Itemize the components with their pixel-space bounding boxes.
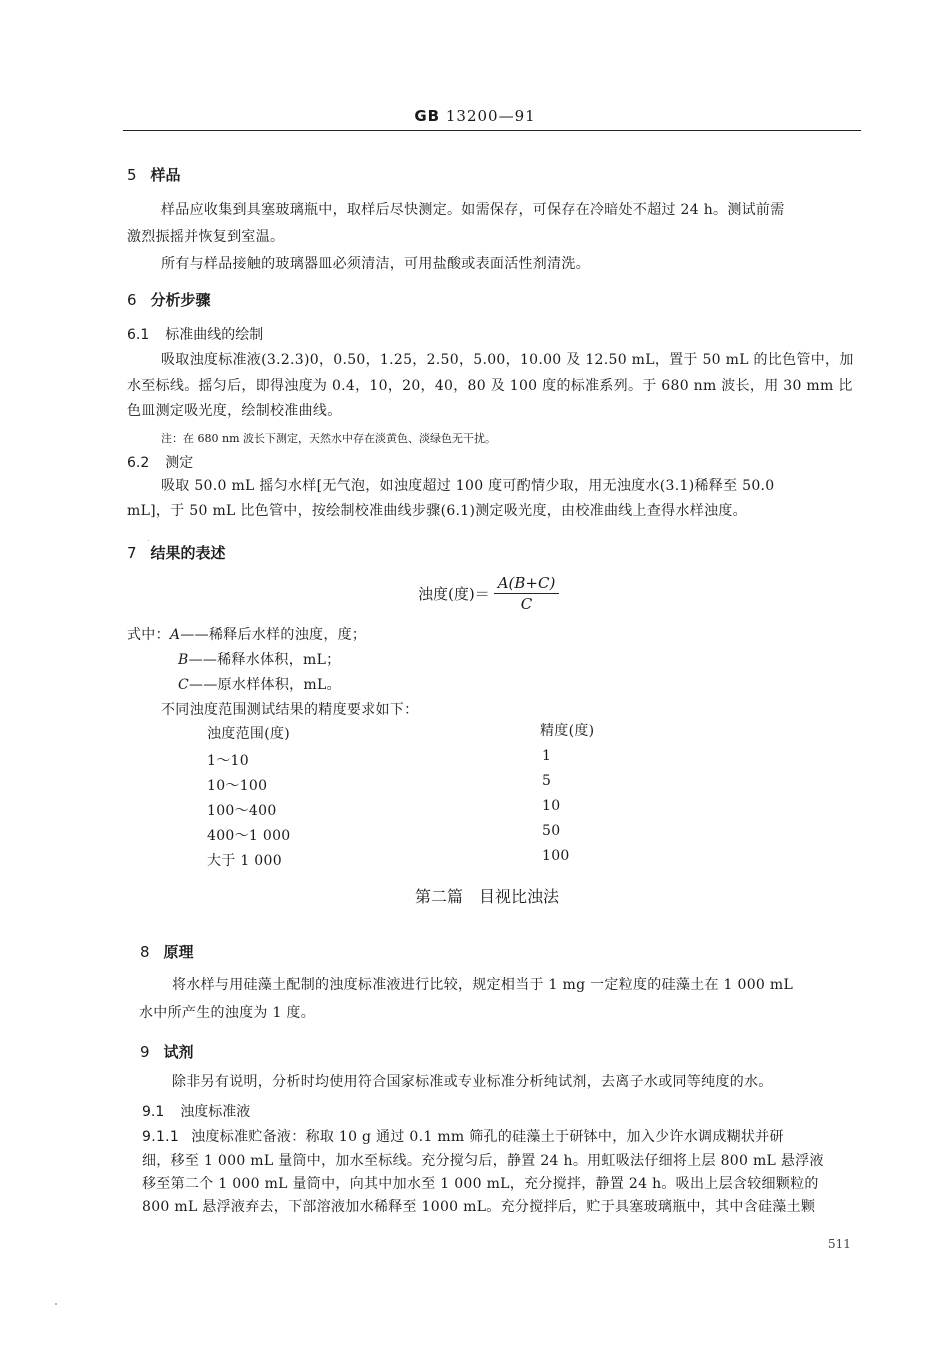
section-9-1-1-text: 浊度标准贮备液：称取 10 g 通过 0.1 mm 筛孔的硅藻土于研钵中，加入少许水调成糊状并研 [191,1129,784,1145]
section-5-para-2: 所有与样品接触的玻璃器皿必须清洁，可用盐酸或表面活性剂清洗。 [161,256,590,272]
document-header [0,107,950,125]
def-a-symbol: A [169,627,181,643]
section-8-line-1: 将水样与用硅藻土配制的浊度标准液进行比较，规定相当于 1 mg 一定粒度的硅藻土在 1 000 mL [172,977,794,993]
scan-speck [55,1303,57,1305]
section-5-para-1-line-1: 样品应收集到具塞玻璃瓶中，取样后尽快测定。如需保存，可保存在冷暗处不超过 24 h。测试前需 [161,202,785,218]
section-6-heading: 6 分析步骤 [127,291,211,309]
table-row-precision: 50 [542,823,561,839]
table-row-precision: 5 [542,773,552,789]
formula-def-c [178,674,341,694]
table-header-precision: 精度(度) [540,723,595,739]
section-6-1-note: 注：在 680 nm 波长下测定，天然水中存在淡黄色、淡绿色无干扰。 [161,432,496,445]
table-row-range: 100～400 [207,803,277,819]
section-8-heading: 8 原理 [140,943,194,961]
def-c-symbol: C [178,677,190,693]
section-6-2-line-1: 吸取 50.0 mL 摇匀水样[无气泡，如浊度超过 100 度可酌情少取，用无浊度水(3.1)稀释至 50.0 [161,478,775,494]
section-8-line-2: 水中所产生的浊度为 1 度。 [139,1005,316,1021]
section-7-heading: 7 结果的表述 [127,544,226,562]
formula-def-b [178,649,340,669]
part-2-title: 第二篇 目视比浊法 [415,887,560,906]
section-9-1-1-line-3: 移至第二个 1 000 mL 量筒中，向其中加水至 1 000 mL，充分搅拌，静置 24 h。吸出上层含较细颗粒的 [142,1176,819,1192]
turbidity-formula [418,574,559,613]
table-row-precision: 10 [542,798,561,814]
section-5-heading: 5 样品 [127,166,181,184]
section-9-1-1-number: 9.1.1 [142,1129,180,1145]
section-9-1-1-line-1 [142,1126,784,1146]
standard-prefix: GB [414,107,441,125]
scan-speck [148,540,149,541]
page-number: 511 [828,1237,851,1251]
table-header-range: 浊度范围(度) [207,726,291,742]
def-c-text: ——原水样体积，mL。 [189,677,341,693]
def-b-symbol: B [178,652,189,668]
section-9-intro: 除非另有说明，分析时均使用符合国家标准或专业标准分析纯试剂，去离子水或同等纯度的水。 [172,1074,773,1090]
section-9-1-1-line-4: 800 mL 悬浮液弃去，下部溶液加水稀释至 1000 mL。充分搅拌后，贮于具塞玻璃瓶中，其中含硅藻土颗 [142,1199,816,1215]
formula-numerator: A(B+C) [494,574,560,594]
formula-where-line [127,624,366,644]
section-9-1-1-line-2: 细，移至 1 000 mL 量筒中，加水至标线。充分搅匀后，静置 24 h。用虹吸法仔细将上层 800 mL 悬浮液 [142,1153,824,1169]
section-6-2-heading: 6.2 测定 [127,455,194,471]
table-row-range: 10～100 [207,778,268,794]
section-9-heading: 9 试剂 [140,1043,194,1061]
header-rule [123,130,861,131]
section-6-1-line-2: 水至标线。摇匀后，即得浊度为 0.4，10，20，40，80 及 100 度的标准系列。于 680 nm 波长，用 30 mm 比 [127,378,853,394]
section-6-1-heading: 6.1 标准曲线的绘制 [127,327,264,343]
section-6-1-line-1: 吸取浊度标准液(3.2.3)0，0.50，1.25，2.50，5.00，10.00 及 12.50 mL，置于 50 mL 的比色管中，加 [161,352,854,368]
section-5-para-1-line-2: 激烈振摇并恢复到室温。 [127,229,285,245]
section-6-1-line-3: 色皿测定吸光度，绘制校准曲线。 [127,403,342,419]
def-b-text: ——稀释水体积，mL； [188,652,341,668]
formula-fraction [494,574,560,613]
table-row-range: 大于 1 000 [207,853,282,869]
section-6-2-line-2: mL]，于 50 mL 比色管中，按绘制校准曲线步骤(6.1)测定吸光度，由校准曲线上查得水样浊度。 [127,503,747,519]
table-row-range: 1～10 [207,753,249,769]
def-a-text: ——稀释后水样的浊度，度； [180,627,367,643]
table-row-precision: 1 [542,748,552,764]
section-9-1-heading: 9.1 浊度标准液 [142,1104,251,1120]
where-label: 式中： [127,627,170,643]
table-row-range: 400～1 000 [207,828,291,844]
precision-intro: 不同浊度范围测试结果的精度要求如下： [161,702,419,718]
formula-denominator: C [520,595,533,613]
standard-code: 13200—91 [445,107,536,125]
table-row-precision: 100 [542,848,570,864]
formula-lhs: 浊度(度)＝ [418,585,490,603]
